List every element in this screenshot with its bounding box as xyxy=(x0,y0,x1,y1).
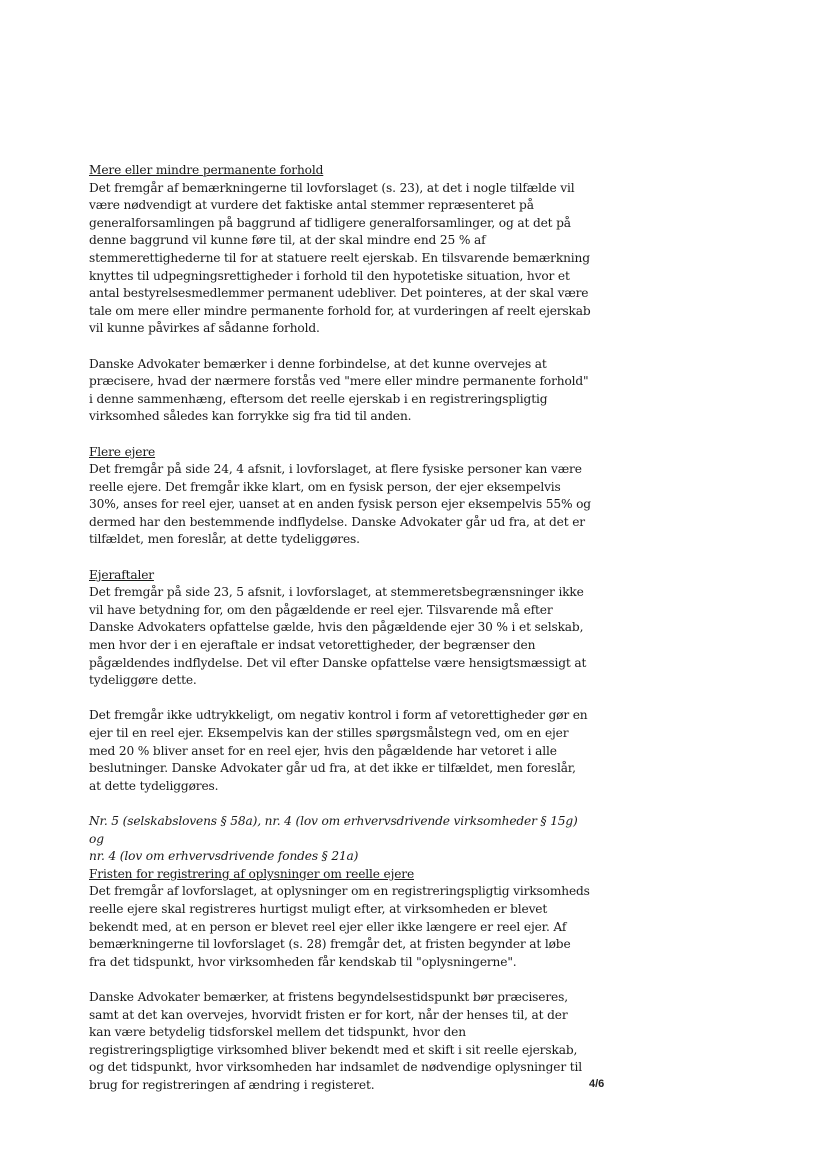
section-heading: Ejeraftaler xyxy=(89,567,154,582)
paragraph: Det fremgår af lovforslaget, at oplysninger om en registreringspligtig virksomheds reelle ejere skal registreres hurtigst muligt efter, at virksomheden er blevet bekendt med, at en person er blevet reel ejer eller ikke længere er reel ejer. Af bemærkningerne til lovforslaget (s. 28) fremgår det, at fristen begynder at løbe fra det tidspunkt, hvor virksomheden får kendskab til "oplysningerne". xyxy=(89,884,590,969)
paragraph: Det fremgår af bemærkningerne til lovforslaget (s. 23), at det i nogle tilfælde vil være nødvendigt at vurdere det faktiske antal stemmer repræsenteret på generalforsamlingen på baggrund af tidligere generalforsamlinger, og at det på denne baggrund vil kunne føre til, at der skal mindre end 25 % af stemmerettighederne til for at statuere reelt ejerskab. En tilsvarende bemærkning knyttes til udpegningsrettigheder i forhold til den hypotetiske situation, hvor et antal bestyrelsesmedlemmer permanent udebliver. Det pointeres, at der skal være tale om mere eller mindre permanente forhold for, at vurderingen af reelt ejerskab vil kunne påvirkes af sådanne forhold. xyxy=(89,180,591,336)
section-heading: Flere ejere xyxy=(89,444,156,459)
paragraph: Danske Advokater bemærker, at fristens begyndelsestidspunkt bør præciseres, samt at det kan overvejes, hvorvidt fristen er for kort, når der henses til, at der kan være betydelig tidsforskel mellem det tidspunkt, hvor den registreringspligtige virksomhed bliver bekendt med et skift i sit reelle ejerskab, og det tidspunkt, hvor virksomheden har indsamlet de nødvendige oplysninger til brug for registreringen af ændring i registeret. xyxy=(89,989,582,1092)
italic-heading: Nr. 5 (selskabslovens § 58a), nr. 4 (lov om erhvervsdrivende virksomheder § 15g) og xyxy=(89,813,578,846)
paragraph: Det fremgår på side 23, 5 afsnit, i lovforslaget, at stemmeretsbegrænsninger ikke vil have betydning for, om den pågældende er reel ejer. Tilsvarende må efter Danske Advokaters opfattelse gælde, hvis den pågældende ejer 30 % i et selskab, men hvor der i en ejeraftale er indsat vetorettigheder, der begrænser den pågældendes indflydelse. Det vil efter Danske opfattelse være hensigtsmæssigt at tydeliggøre dette. xyxy=(89,585,587,688)
paragraph: Det fremgår på side 24, 4 afsnit, i lovforslaget, at flere fysiske personer kan være reelle ejere. Det fremgår ikke klart, om en fysisk person, der ejer eksempelvis 30%, anses for reel ejer, uanset at en anden fysisk person ejer eksempelvis 55% og dermed har den bestemmende indflydelse. Danske Advokater går ud fra, at det er tilfældet, men foreslår, at dette tydeliggøres. xyxy=(89,462,591,547)
paragraph: Det fremgår ikke udtrykkeligt, om negativ kontrol i form af vetorettigheder gør en ejer til en reel ejer. Eksempelvis kan der stilles spørgsmålstegn ved, om en ejer med 20 % bliver anset for en reel ejer, hvis den pågældende har vetoret i alle beslutninger. Danske Advokater går ud fra, at det ikke er tilfældet, men foreslår, at dette tydeliggøres. xyxy=(89,708,588,793)
section-heading: Fristen for registrering af oplysninger om reelle ejere xyxy=(89,866,415,881)
italic-heading: nr. 4 (lov om erhvervsdrivende fondes § 21a) xyxy=(89,849,359,864)
paragraph: Danske Advokater bemærker i denne forbindelse, at det kunne overvejes at præcisere, hvad der nærmere forstås ved "mere eller mindre permanente forhold" i denne sammenhæng, eftersom det reelle ejerskab i en registreringspligtig virksomhed således kan forrykke sig fra tid til anden. xyxy=(89,356,589,424)
document-body xyxy=(89,162,591,1094)
page-number: 4/6 xyxy=(589,1078,605,1090)
section-heading: Mere eller mindre permanente forhold xyxy=(89,163,324,177)
